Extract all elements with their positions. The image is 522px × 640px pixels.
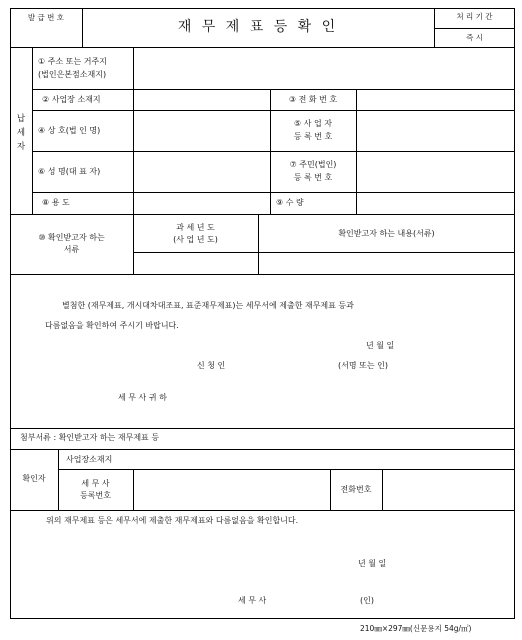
attachment-note: 첨부서류 : 확인받고자 하는 재무제표 등: [20, 433, 160, 442]
tax-accountant-reg-label-sub: 등록번호: [80, 491, 111, 500]
purpose-label: ⑧ 용 도: [42, 198, 70, 207]
side-char: 자: [16, 142, 26, 152]
representative-label: ⑥ 성 명(대 표 자): [38, 167, 101, 176]
rule: [58, 469, 515, 470]
documents-label: ⑩ 확인받고자 하는: [38, 233, 105, 242]
rule: [10, 47, 515, 48]
rule: [434, 28, 515, 29]
business-reg-label-sub: 등 록 번 호: [293, 132, 333, 141]
tax-accountant-reg-label: 세 무 사: [81, 479, 110, 488]
rule: [10, 274, 515, 275]
rule: [270, 89, 271, 214]
rule: [133, 252, 515, 253]
form-title: 재 무 제 표 등 확 인: [177, 19, 339, 35]
rule: [258, 214, 259, 274]
rule: [10, 428, 515, 429]
resident-reg-label: ⑦ 주민(법인): [289, 160, 337, 169]
rule: [382, 469, 383, 510]
confirmer-label: 확인자: [22, 474, 46, 483]
side-char: 세: [16, 128, 26, 138]
business-address-label: ② 사업장 소재지: [42, 95, 101, 104]
tax-year-header-sub: (사 업 년 도): [173, 235, 218, 244]
rule: [133, 214, 134, 274]
paper-size-note: 210㎜×297㎜(신문용지 54g/㎡): [360, 624, 472, 633]
request-date: 년 월 일: [366, 341, 395, 350]
tax-year-header: 과 세 년 도: [176, 223, 215, 232]
signature-note: (서명 또는 인): [338, 361, 388, 370]
office-address-label: 사업장소재지: [66, 455, 113, 464]
business-reg-label: ⑤ 사 업 자: [294, 119, 332, 128]
rule: [32, 47, 33, 214]
rule: [10, 214, 515, 215]
rule: [32, 110, 515, 111]
rule: [10, 510, 515, 511]
rule: [133, 47, 134, 214]
confirmation-text: 위의 재무제표 등은 세무서에 제출한 재무제표와 다름없음을 확인합니다.: [46, 516, 299, 525]
processing-period-value: 즉 시: [466, 33, 483, 42]
processing-period-label: 처 리 기 간: [456, 12, 493, 21]
address-label-sub: (법인은본점소재지): [38, 70, 107, 79]
addressee: 세 무 사 귀 하: [118, 393, 167, 402]
rule: [356, 89, 357, 214]
rule: [32, 89, 515, 90]
rule: [32, 151, 515, 152]
confirmation-date: 년 월 일: [358, 559, 387, 568]
request-text-line2: 다름없음을 확인하여 주시기 바랍니다.: [45, 321, 179, 330]
address-label: ① 주소 또는 거주지: [38, 57, 107, 66]
documents-label-sub: 서류: [63, 245, 80, 254]
rule: [10, 449, 515, 450]
quantity-label: ⑨ 수 량: [276, 198, 304, 207]
company-name-label: ④ 상 호(법 인 명): [38, 126, 101, 135]
seal-mark: (인): [360, 596, 374, 605]
side-char: 납: [16, 114, 26, 124]
confirmer-phone-label: 전화번호: [340, 485, 372, 494]
phone-label: ③ 전 화 번 호: [288, 95, 338, 104]
issue-number-label: 발 급 번 호: [27, 13, 65, 22]
content-header: 확인받고자 하는 내용(서류): [338, 229, 435, 238]
request-text-line1: 별첨한 (재무제표, 개시대차대조표, 표준재무제표)는 세무서에 제출한 재무제표 등과: [62, 301, 354, 310]
rule: [133, 469, 134, 510]
resident-reg-label-sub: 등 록 번 호: [293, 173, 333, 182]
rule: [32, 192, 515, 193]
signer-label: 세 무 사: [238, 596, 267, 605]
taxpayer-side-label: [10, 112, 32, 154]
applicant-label: 신 청 인: [197, 361, 226, 370]
